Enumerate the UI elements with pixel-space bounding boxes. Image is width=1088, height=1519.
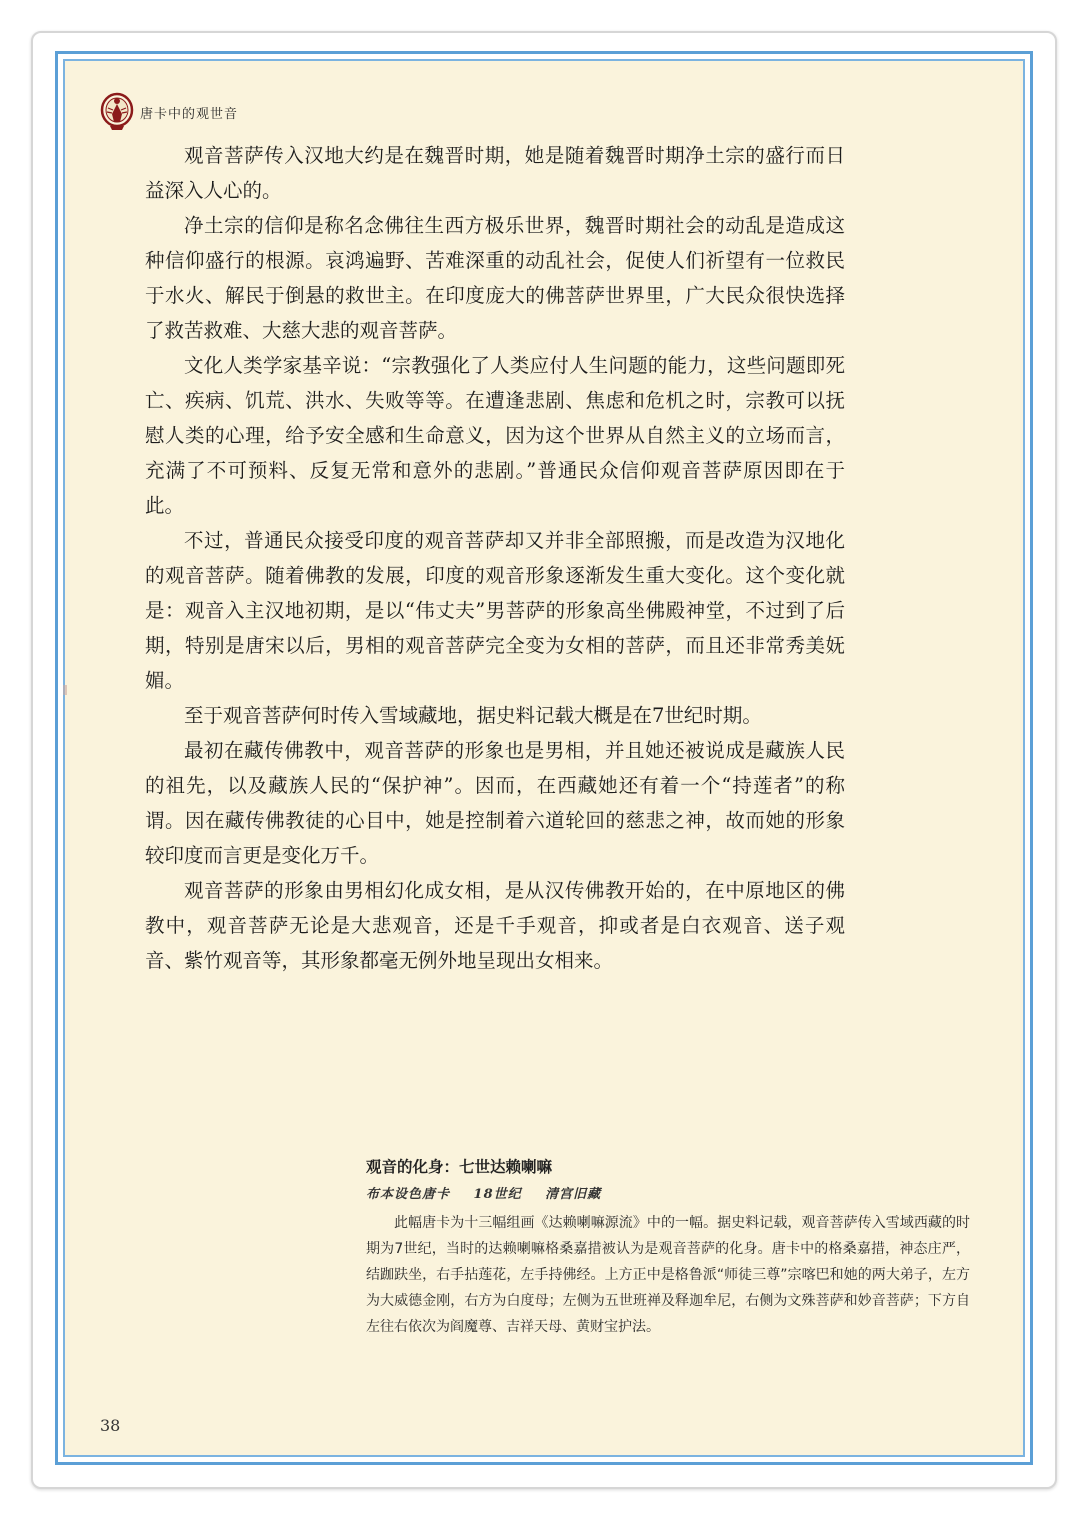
figure-caption (366, 1155, 970, 1340)
paragraph: 最初在藏传佛教中，观音菩萨的形象也是男相，并且她还被说成是藏族人民的祖先，以及藏族人民的“保护神”。因而，在西藏她还有着一个“持莲者”的称谓。因在藏传佛教徒的心目中，她是控制着六道轮回的慈悲之神，故而她的形象较印度而言更是变化万千。 (145, 739, 845, 867)
page-number: 38 (100, 1416, 121, 1435)
paragraph: 不过，普通民众接受印度的观音菩萨却又并非全部照搬，而是改造为汉地化的观音菩萨。随着佛教的发展，印度的观音形象逐渐发生重大变化。这个变化就是：观音入主汉地初期，是以“伟丈夫”男菩萨的形象高坐佛殿神堂，不过到了后期，特别是唐宋以后，男相的观音菩萨完全变为女相的菩萨，而且还非常秀美妩媚。 (145, 529, 845, 692)
paragraph: 观音菩萨的形象由男相幻化成女相，是从汉传佛教开始的，在中原地区的佛教中，观音菩萨无论是大悲观音，还是千手观音，抑或者是白衣观音、送子观音、紫竹观音等，其形象都毫无例外地呈现出女相来。 (145, 879, 845, 972)
caption-date: 18世纪 (473, 1187, 522, 1202)
caption-title: 观音的化身：七世达赖喇嘛 (366, 1158, 553, 1176)
margin-mark (63, 685, 67, 695)
header-title: 唐卡中的观世音 (140, 106, 239, 122)
caption-medium: 布本设色唐卡 (366, 1187, 451, 1202)
main-text (145, 138, 845, 978)
running-header (100, 92, 238, 132)
paragraph: 文化人类学家基辛说：“宗教强化了人类应付人生问题的能力，这些问题即死亡、疾病、饥荒、洪水、失败等等。在遭逢悲剧、焦虑和危机之时，宗教可以抚慰人类的心理，给予安全感和生命意义，因为这个世界从自然主义的立场而言，充满了不可预料、反复无常和意外的悲剧。”普通民众信仰观音菩萨原因即在于此。 (145, 354, 845, 517)
caption-collection: 清宫旧藏 (545, 1187, 602, 1202)
guanyin-figure-icon (100, 92, 134, 132)
paragraph: 观音菩萨传入汉地大约是在魏晋时期，她是随着魏晋时期净土宗的盛行而日益深入人心的。 (145, 144, 845, 202)
caption-body: 此幅唐卡为十三幅组画《达赖喇嘛源流》中的一幅。据史料记载，观音菩萨传入雪域西藏的时期为7世纪，当时的达赖喇嘛格桑嘉措被认为是观音菩萨的化身。唐卡中的格桑嘉措，神态庄严，结跏趺坐，右手拈莲花，左手持佛经。上方正中是格鲁派“师徒三尊”宗喀巴和她的两大弟子，左方为大威德金刚，右方为白度母；左侧为五世班禅及释迦牟尼，右侧为文殊菩萨和妙音菩萨；下方自左往右依次为阎魔尊、吉祥天母、黄财宝护法。 (366, 1215, 970, 1335)
paragraph: 至于观音菩萨何时传入雪域藏地，据史料记载大概是在7世纪时期。 (184, 704, 762, 727)
paragraph: 净土宗的信仰是称名念佛往生西方极乐世界，魏晋时期社会的动乱是造成这种信仰盛行的根源。哀鸿遍野、苦难深重的动乱社会，促使人们祈望有一位救民于水火、解民于倒悬的救世主。在印度庞大的佛菩萨世界里，广大民众很快选择了救苦救难、大慈大悲的观音菩萨。 (145, 214, 845, 342)
caption-subtitle (366, 1183, 970, 1202)
